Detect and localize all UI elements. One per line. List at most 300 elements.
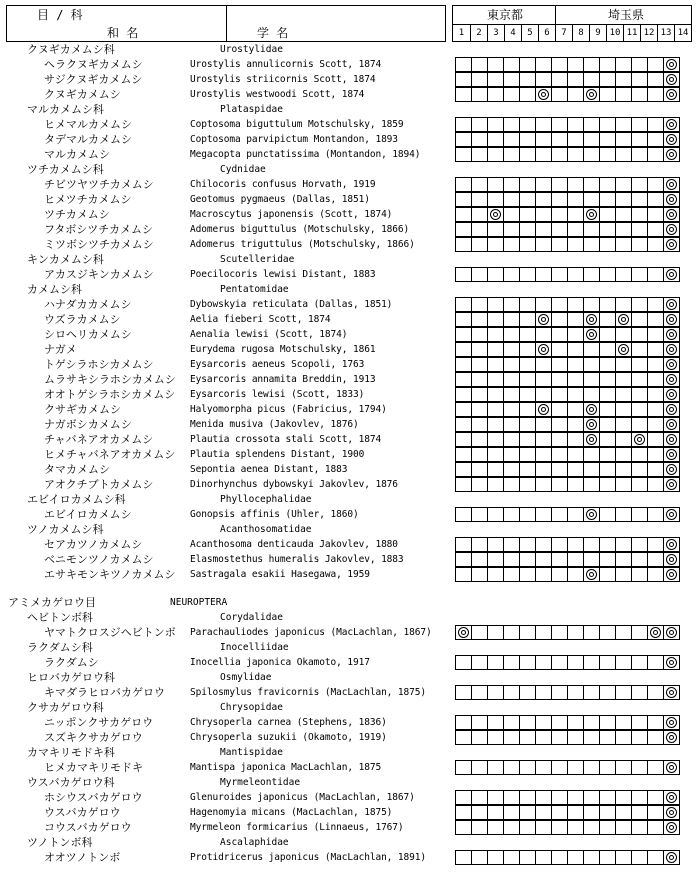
site-cell xyxy=(503,537,520,552)
site-cell xyxy=(535,297,552,312)
site-cell xyxy=(455,72,472,87)
site-cell xyxy=(455,237,472,252)
species-scientific-name: Dinorhynchus dybowskyi Jakovlev, 1876 xyxy=(190,479,398,490)
site-cell xyxy=(503,462,520,477)
site-cell xyxy=(471,537,488,552)
site-cell xyxy=(615,417,632,432)
site-cell xyxy=(455,820,472,835)
family-scientific-name: Osmylidae xyxy=(220,672,272,683)
site-cell xyxy=(631,462,648,477)
presence-mark-icon xyxy=(666,179,677,190)
species-row xyxy=(0,447,698,462)
family-scientific-name: Cydnidae xyxy=(220,164,266,175)
site-cells xyxy=(455,117,680,132)
site-cell xyxy=(583,850,600,865)
species-row xyxy=(0,477,698,492)
site-cell xyxy=(599,567,616,582)
species-japanese-name: ナガメ xyxy=(44,343,77,356)
family-scientific-name: Acanthosomatidae xyxy=(220,524,312,535)
presence-mark-icon xyxy=(666,89,677,100)
site-cell xyxy=(519,790,536,805)
site-cell xyxy=(519,87,536,102)
site-cell xyxy=(615,327,632,342)
site-cell xyxy=(567,72,584,87)
species-row xyxy=(0,462,698,477)
site-number: 5 xyxy=(521,25,538,41)
species-japanese-name: ムラサキシラホシカメムシ xyxy=(44,373,176,386)
site-cell xyxy=(487,402,504,417)
site-cell xyxy=(519,387,536,402)
species-japanese-name: タデマルカメムシ xyxy=(44,133,132,146)
species-scientific-name: Poecilocoris lewisi Distant, 1883 xyxy=(190,269,376,280)
site-cells xyxy=(455,625,680,640)
site-cell xyxy=(583,655,600,670)
site-cell xyxy=(503,147,520,162)
presence-mark-icon xyxy=(538,89,549,100)
site-cell xyxy=(471,327,488,342)
site-cell xyxy=(663,447,680,462)
species-japanese-name: エサキモンキツノカメムシ xyxy=(44,568,176,581)
family-row xyxy=(0,102,698,117)
species-row xyxy=(0,387,698,402)
site-cell xyxy=(631,207,648,222)
site-cell xyxy=(583,477,600,492)
site-cell xyxy=(503,192,520,207)
site-cell xyxy=(647,297,664,312)
site-cell xyxy=(599,537,616,552)
site-cell xyxy=(535,327,552,342)
site-cell xyxy=(599,790,616,805)
species-japanese-name: オオトゲシラホシカメムシ xyxy=(44,388,176,401)
site-cell xyxy=(487,132,504,147)
site-cell xyxy=(487,327,504,342)
presence-mark-icon xyxy=(666,404,677,415)
scientific-name-header: 学 名 xyxy=(257,26,289,40)
site-cell xyxy=(583,387,600,402)
site-cell xyxy=(567,432,584,447)
site-cell xyxy=(615,372,632,387)
presence-mark-icon xyxy=(586,209,597,220)
family-name: クサカゲロウ科 xyxy=(27,701,104,714)
site-cell xyxy=(519,715,536,730)
presence-mark-icon xyxy=(586,89,597,100)
species-japanese-name: チャバネアオカメムシ xyxy=(44,433,154,446)
site-cell xyxy=(567,222,584,237)
site-cell xyxy=(663,372,680,387)
site-cell xyxy=(535,177,552,192)
site-cell xyxy=(615,267,632,282)
site-cell xyxy=(567,327,584,342)
presence-mark-icon xyxy=(666,687,677,698)
site-cells xyxy=(455,342,680,357)
site-cell xyxy=(567,117,584,132)
site-cell xyxy=(487,147,504,162)
site-cell xyxy=(487,507,504,522)
site-cell xyxy=(535,402,552,417)
site-cell xyxy=(535,147,552,162)
presence-mark-icon xyxy=(586,434,597,445)
site-cell xyxy=(663,207,680,222)
site-cell xyxy=(471,87,488,102)
site-cell xyxy=(567,312,584,327)
site-cell xyxy=(615,222,632,237)
site-cell xyxy=(535,790,552,805)
order-scientific-name: NEUROPTERA xyxy=(170,597,228,608)
site-cell xyxy=(599,655,616,670)
site-cell xyxy=(647,267,664,282)
family-name: ウスバカゲロウ科 xyxy=(27,776,115,789)
site-cells xyxy=(455,477,680,492)
presence-mark-icon xyxy=(666,822,677,833)
site-cell xyxy=(519,655,536,670)
site-cell xyxy=(535,567,552,582)
presence-mark-icon xyxy=(586,329,597,340)
site-cell xyxy=(599,372,616,387)
site-cell xyxy=(471,820,488,835)
site-number: 12 xyxy=(640,25,657,41)
site-cell xyxy=(503,625,520,640)
site-cell xyxy=(615,117,632,132)
site-cell xyxy=(647,312,664,327)
site-cell xyxy=(471,147,488,162)
species-row xyxy=(0,417,698,432)
site-cell xyxy=(519,432,536,447)
site-cell xyxy=(631,625,648,640)
species-row xyxy=(0,537,698,552)
site-cell xyxy=(663,625,680,640)
site-cell xyxy=(567,447,584,462)
site-cell xyxy=(583,432,600,447)
site-cell xyxy=(663,685,680,700)
site-cell xyxy=(583,447,600,462)
site-cells xyxy=(455,402,680,417)
presence-mark-icon xyxy=(634,434,645,445)
site-cell xyxy=(455,87,472,102)
site-cell xyxy=(503,790,520,805)
site-cell xyxy=(599,327,616,342)
site-cell xyxy=(551,342,568,357)
species-japanese-name: ヤマトクロスジヘビトンボ xyxy=(44,626,176,639)
presence-mark-icon xyxy=(666,329,677,340)
site-cell xyxy=(599,760,616,775)
family-scientific-name: Corydalidae xyxy=(220,612,283,623)
family-name: ツチカメムシ科 xyxy=(27,163,104,176)
site-cell xyxy=(535,207,552,222)
family-row xyxy=(0,745,698,760)
site-cell xyxy=(519,850,536,865)
site-number: 11 xyxy=(623,25,640,41)
site-cell xyxy=(519,342,536,357)
site-cell xyxy=(567,177,584,192)
site-cell xyxy=(519,72,536,87)
species-scientific-name: Inocellia japonica Okamoto, 1917 xyxy=(190,657,370,668)
species-row xyxy=(0,432,698,447)
site-cell xyxy=(503,850,520,865)
site-cell xyxy=(615,625,632,640)
species-japanese-name: ミツボシツチカメムシ xyxy=(44,238,154,251)
site-cell xyxy=(615,132,632,147)
site-cell xyxy=(583,207,600,222)
site-cell xyxy=(631,267,648,282)
site-cell xyxy=(615,207,632,222)
site-cells xyxy=(455,267,680,282)
site-cell xyxy=(583,462,600,477)
presence-mark-icon xyxy=(666,374,677,385)
site-cells xyxy=(455,760,680,775)
site-cell xyxy=(631,730,648,745)
presence-mark-icon xyxy=(666,807,677,818)
species-japanese-name: ラクダムシ xyxy=(44,656,99,669)
site-cell xyxy=(615,402,632,417)
site-cell xyxy=(583,87,600,102)
site-cell xyxy=(663,357,680,372)
site-cell xyxy=(519,567,536,582)
site-cell xyxy=(487,207,504,222)
site-cells xyxy=(455,327,680,342)
site-cell xyxy=(551,567,568,582)
site-cell xyxy=(631,342,648,357)
site-cell xyxy=(631,567,648,582)
site-cell xyxy=(487,685,504,700)
family-row xyxy=(0,670,698,685)
site-cell xyxy=(519,327,536,342)
species-row xyxy=(0,507,698,522)
site-cell xyxy=(487,567,504,582)
site-cell xyxy=(631,132,648,147)
site-cell xyxy=(631,552,648,567)
site-cell xyxy=(487,625,504,640)
site-cell xyxy=(615,730,632,745)
presence-mark-icon xyxy=(666,299,677,310)
site-cell xyxy=(455,730,472,745)
site-cell xyxy=(551,507,568,522)
species-scientific-name: Elasmostethus humeralis Jakovlev, 1883 xyxy=(190,554,404,565)
site-cell xyxy=(503,132,520,147)
site-cell xyxy=(455,372,472,387)
site-cell xyxy=(583,685,600,700)
site-cell xyxy=(471,177,488,192)
site-cell xyxy=(647,507,664,522)
site-cell xyxy=(631,417,648,432)
species-japanese-name: タマカメムシ xyxy=(44,463,110,476)
site-cell xyxy=(487,312,504,327)
site-cell xyxy=(647,432,664,447)
site-cell xyxy=(599,730,616,745)
species-row xyxy=(0,372,698,387)
species-row xyxy=(0,850,698,865)
presence-mark-icon xyxy=(586,569,597,580)
site-cell xyxy=(599,432,616,447)
site-cell xyxy=(615,237,632,252)
site-cell xyxy=(663,432,680,447)
family-scientific-name: Myrmeleontidae xyxy=(220,777,301,788)
presence-mark-icon xyxy=(650,627,661,638)
site-cell xyxy=(647,625,664,640)
site-cell xyxy=(583,552,600,567)
site-cell xyxy=(551,147,568,162)
species-scientific-name: Menida musiva (Jakovlev, 1876) xyxy=(190,419,359,430)
site-cell xyxy=(471,625,488,640)
site-number: 10 xyxy=(606,25,623,41)
species-row xyxy=(0,342,698,357)
site-cell xyxy=(615,87,632,102)
site-cell xyxy=(599,462,616,477)
site-cell xyxy=(599,132,616,147)
family-name: クヌギカメムシ科 xyxy=(27,43,115,56)
site-cell xyxy=(567,147,584,162)
species-scientific-name: Parachauliodes japonicus (MacLachlan, 1867) xyxy=(190,627,432,638)
site-cell xyxy=(551,537,568,552)
site-cell xyxy=(583,715,600,730)
site-cell xyxy=(503,820,520,835)
site-cell xyxy=(647,655,664,670)
site-cell xyxy=(519,57,536,72)
site-cell xyxy=(551,327,568,342)
site-cell xyxy=(535,507,552,522)
site-cell xyxy=(583,357,600,372)
site-cell xyxy=(599,297,616,312)
site-cell xyxy=(551,820,568,835)
site-cell xyxy=(647,357,664,372)
site-cell xyxy=(599,477,616,492)
site-cell xyxy=(487,57,504,72)
species-scientific-name: Aelia fieberi Scott, 1874 xyxy=(190,314,331,325)
site-cell xyxy=(455,267,472,282)
family-scientific-name: Urostylidae xyxy=(220,44,283,55)
site-cell xyxy=(599,237,616,252)
site-cell xyxy=(647,57,664,72)
site-cell xyxy=(455,462,472,477)
species-row xyxy=(0,192,698,207)
site-cell xyxy=(455,715,472,730)
species-scientific-name: Protidricerus japonicus (MacLachlan, 1891) xyxy=(190,852,427,863)
family-scientific-name: Plataspidae xyxy=(220,104,283,115)
site-cell xyxy=(455,402,472,417)
site-cell xyxy=(455,477,472,492)
site-cell xyxy=(663,177,680,192)
species-scientific-name: Megacopta punctatissima (Montandon, 1894) xyxy=(190,149,421,160)
site-cells xyxy=(455,87,680,102)
site-cell xyxy=(583,132,600,147)
order-family-header: 目 / 科 xyxy=(37,8,83,22)
site-cell xyxy=(583,222,600,237)
species-japanese-name: ヒメマルカメムシ xyxy=(44,118,132,131)
site-cell xyxy=(503,760,520,775)
site-cell xyxy=(503,342,520,357)
site-cell xyxy=(503,207,520,222)
site-cells xyxy=(455,567,680,582)
site-cell xyxy=(647,132,664,147)
species-row xyxy=(0,177,698,192)
site-cell xyxy=(519,207,536,222)
site-cell xyxy=(535,57,552,72)
species-scientific-name: Mantispa japonica MacLachlan, 1875 xyxy=(190,762,382,773)
site-cell xyxy=(583,567,600,582)
site-cell xyxy=(551,297,568,312)
site-cell xyxy=(503,267,520,282)
site-cell xyxy=(455,117,472,132)
site-cell xyxy=(471,297,488,312)
presence-mark-icon xyxy=(666,209,677,220)
site-cell xyxy=(471,462,488,477)
site-cell xyxy=(647,760,664,775)
presence-mark-icon xyxy=(586,509,597,520)
presence-mark-icon xyxy=(666,479,677,490)
site-cell xyxy=(663,132,680,147)
site-cell xyxy=(599,417,616,432)
site-cell xyxy=(615,537,632,552)
site-cells xyxy=(455,147,680,162)
site-cell xyxy=(663,87,680,102)
species-scientific-name: Eurydema rugosa Motschulsky, 1861 xyxy=(190,344,376,355)
site-cell xyxy=(615,177,632,192)
site-cell xyxy=(487,72,504,87)
site-cell xyxy=(647,87,664,102)
site-cells xyxy=(455,57,680,72)
site-cell xyxy=(455,132,472,147)
site-cell xyxy=(487,552,504,567)
site-cell xyxy=(567,372,584,387)
species-japanese-name: セアカツノカメムシ xyxy=(44,538,143,551)
species-scientific-name: Coptosoma parvipictum Montandon, 1893 xyxy=(190,134,398,145)
site-cell xyxy=(535,850,552,865)
presence-mark-icon xyxy=(618,344,629,355)
site-cell xyxy=(647,372,664,387)
site-cell xyxy=(663,297,680,312)
site-cell xyxy=(503,72,520,87)
site-cell xyxy=(471,342,488,357)
site-cells xyxy=(455,432,680,447)
site-cell xyxy=(567,477,584,492)
site-cell xyxy=(631,655,648,670)
site-cell xyxy=(615,192,632,207)
species-japanese-name: ヒメカマキリモドキ xyxy=(44,761,143,774)
site-cell xyxy=(551,387,568,402)
site-cell xyxy=(519,402,536,417)
site-cell xyxy=(519,417,536,432)
site-cell xyxy=(567,715,584,730)
site-cell xyxy=(647,552,664,567)
site-cell xyxy=(615,447,632,462)
family-row xyxy=(0,700,698,715)
site-cell xyxy=(663,147,680,162)
site-cell xyxy=(599,147,616,162)
site-cell xyxy=(455,177,472,192)
site-cell xyxy=(551,850,568,865)
site-cell xyxy=(551,372,568,387)
site-cell xyxy=(663,760,680,775)
site-cell xyxy=(487,222,504,237)
presence-mark-icon xyxy=(666,509,677,520)
species-row xyxy=(0,222,698,237)
site-cell xyxy=(455,537,472,552)
site-cell xyxy=(567,537,584,552)
site-cell xyxy=(599,507,616,522)
site-cell xyxy=(663,192,680,207)
site-cell xyxy=(503,237,520,252)
site-cells xyxy=(455,417,680,432)
site-cell xyxy=(519,820,536,835)
site-cell xyxy=(535,462,552,477)
site-cell xyxy=(503,655,520,670)
site-cell xyxy=(487,477,504,492)
site-cell xyxy=(551,237,568,252)
site-number: 14 xyxy=(674,25,691,41)
family-row xyxy=(0,640,698,655)
site-cell xyxy=(551,312,568,327)
site-cell xyxy=(599,805,616,820)
site-cell xyxy=(615,820,632,835)
